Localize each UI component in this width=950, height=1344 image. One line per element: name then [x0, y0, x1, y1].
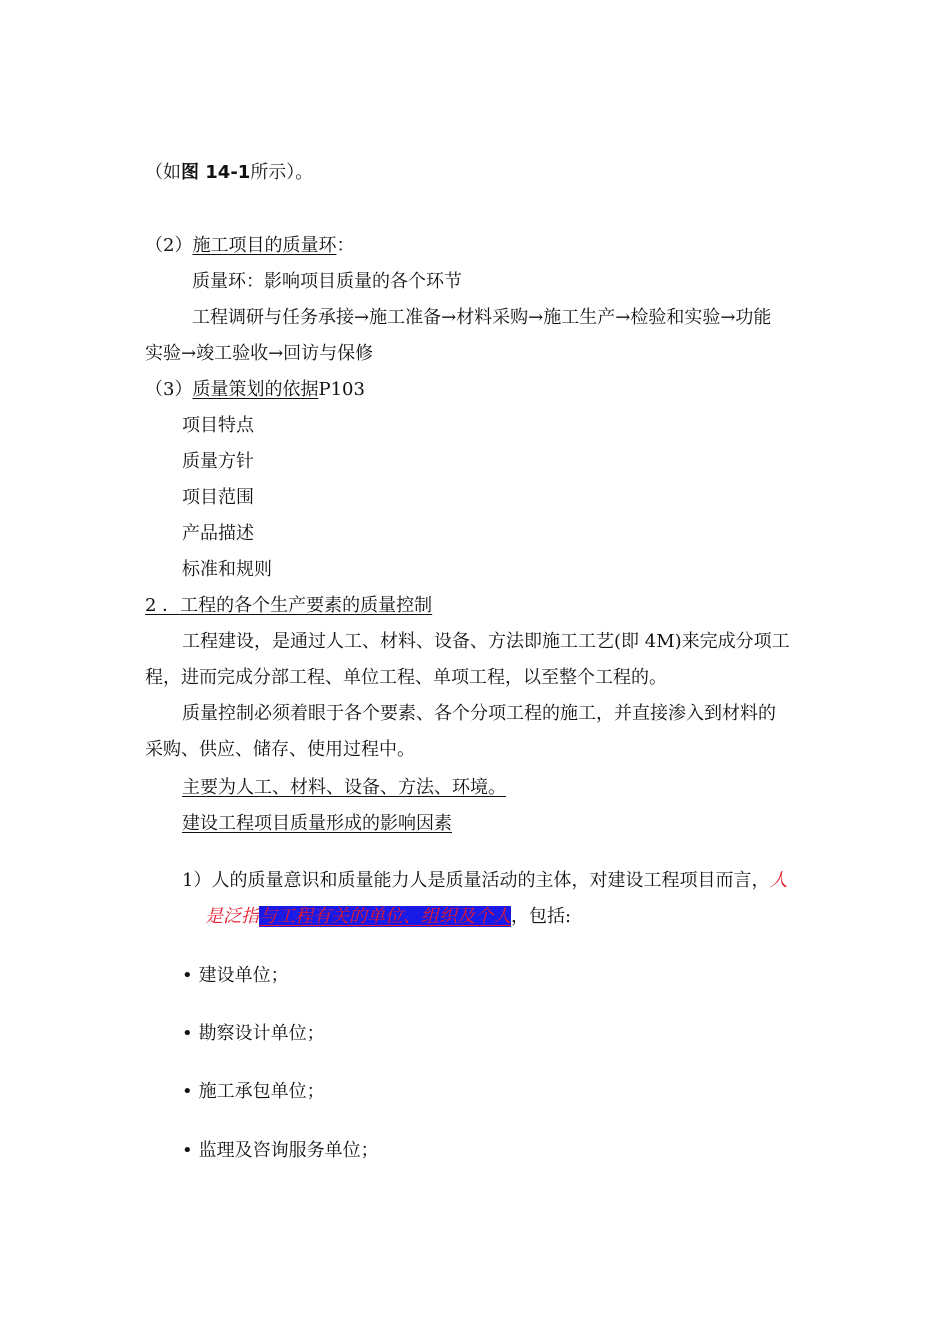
list-item [182, 1080, 325, 1104]
section-3-number: （3） [145, 379, 193, 400]
list-item [182, 1022, 325, 1046]
people-emphasis-continued: 是泛指 [205, 906, 259, 927]
section-3-page-ref: P103 [318, 379, 365, 400]
paragraph-2-line-1: 质量控制必须着眼于各个要素、各个分项工程的施工，并直接渗入到材料的 [182, 703, 776, 724]
main-factors-line: 主要为人工、材料、设备、方法、环境。 [182, 777, 506, 798]
bullet-icon: • [182, 1023, 193, 1044]
figure-ref-close: 所示）。 [250, 162, 314, 183]
list-item-text: 监理及咨询服务单位； [198, 1140, 379, 1161]
section-3-heading: 质量策划的依据 [192, 379, 319, 400]
people-factor-line-1 [182, 869, 787, 893]
list-item-text: 建设单位； [198, 965, 289, 986]
figure-reference [145, 161, 313, 185]
paragraph-2-line-2: 采购、供应、储存、使用过程中。 [145, 739, 415, 760]
basis-item: 项目特点 [182, 415, 254, 436]
figure-ref-open: （如 [145, 162, 181, 183]
paragraph-1-line-1: 工程建设，是通过人工、材料、设备、方法即施工工艺(即 4M)来完成分项工 [182, 631, 790, 652]
quality-loop-flow-line-1: 工程调研与任务承接→施工准备→材料采购→施工生产→检验和实验→功能 [192, 307, 772, 328]
section-2-number: （2） [145, 235, 193, 256]
section-heading-production-factors: 2 ．工程的各个生产要素的质量控制 [145, 595, 433, 616]
list-item-text: 勘察设计单位； [198, 1023, 325, 1044]
highlighted-text: 与工程有关的单位、组织及个人 [259, 906, 511, 927]
section-3-heading-line [145, 378, 365, 402]
basis-item: 产品描述 [182, 523, 254, 544]
section-2-colon: ： [336, 235, 355, 256]
basis-item: 标准和规则 [182, 559, 272, 580]
paragraph-1-line-2: 程，进而完成分部工程、单位工程、单项工程，以至整个工程的。 [145, 667, 667, 688]
quality-loop-flow-line-2: 实验→竣工验收→回访与保修 [145, 343, 374, 364]
section-2-heading: 施工项目的质量环 [192, 235, 337, 256]
list-item [182, 1139, 379, 1163]
basis-item: 项目范围 [182, 487, 254, 508]
quality-loop-definition: 质量环：影响项目质量的各个环节 [192, 271, 462, 292]
section-2-heading-line [145, 234, 354, 258]
basis-item: 质量方针 [182, 451, 254, 472]
influence-factors-heading: 建设工程项目质量形成的影响因素 [182, 813, 452, 834]
list-item-text: 施工承包单位； [198, 1081, 325, 1102]
people-factor-line-2 [205, 905, 571, 929]
bullet-icon: • [182, 965, 193, 986]
people-emphasis: 人 [769, 870, 788, 891]
people-factor-text: 1）人的质量意识和质量能力人是质量活动的主体，对建设工程项目而言， [182, 870, 770, 891]
bullet-icon: • [182, 1081, 193, 1102]
figure-ref-number: 图 14-1 [181, 162, 251, 183]
people-factor-tail: ，包括: [511, 906, 572, 927]
list-item [182, 964, 289, 988]
bullet-icon: • [182, 1140, 193, 1161]
